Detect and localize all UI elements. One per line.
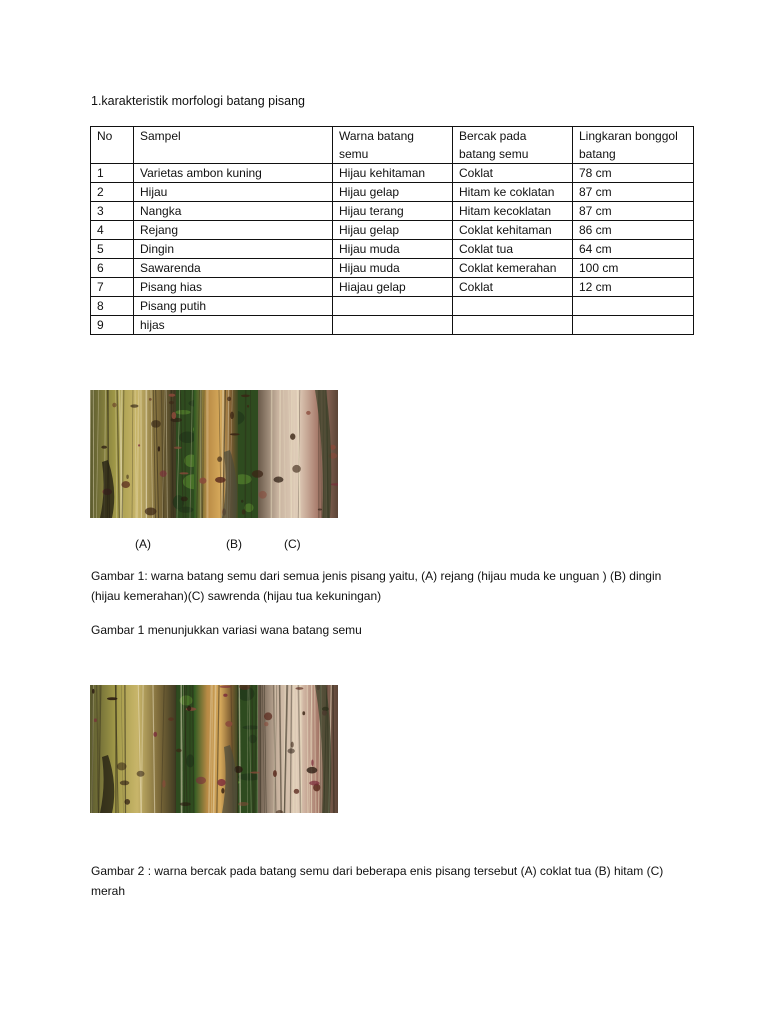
cell-bercak: Coklat	[453, 278, 573, 297]
cell-no: 1	[91, 164, 134, 183]
cell-lingkaran: 87 cm	[573, 183, 694, 202]
cell-lingkaran: 87 cm	[573, 202, 694, 221]
cell-sampel: Nangka	[134, 202, 333, 221]
cell-bercak: Coklat tua	[453, 240, 573, 259]
cell-lingkaran: 86 cm	[573, 221, 694, 240]
cell-warna: Hijau kehitaman	[333, 164, 453, 183]
cell-bercak: Hitam ke coklatan	[453, 183, 573, 202]
cell-warna: Hijau terang	[333, 202, 453, 221]
cell-warna: Hijau muda	[333, 259, 453, 278]
cell-warna	[333, 297, 453, 316]
header-sampel: Sampel	[134, 127, 333, 164]
morphology-table	[90, 126, 694, 335]
table-header-row	[91, 127, 694, 164]
table-row	[91, 240, 694, 259]
table-row	[91, 297, 694, 316]
cell-bercak	[453, 316, 573, 335]
cell-lingkaran: 12 cm	[573, 278, 694, 297]
table-row	[91, 183, 694, 202]
cell-bercak: Hitam kecoklatan	[453, 202, 573, 221]
cell-no: 5	[91, 240, 134, 259]
cell-lingkaran: 78 cm	[573, 164, 694, 183]
cell-no: 8	[91, 297, 134, 316]
cell-sampel: Varietas ambon kuning	[134, 164, 333, 183]
cell-no: 7	[91, 278, 134, 297]
cell-warna: Hiajau gelap	[333, 278, 453, 297]
cell-sampel: Sawarenda	[134, 259, 333, 278]
cell-sampel: Pisang hias	[134, 278, 333, 297]
cell-lingkaran: 64 cm	[573, 240, 694, 259]
cell-no: 4	[91, 221, 134, 240]
cell-bercak: Coklat	[453, 164, 573, 183]
cell-sampel: Rejang	[134, 221, 333, 240]
header-bercak: Bercak pada batang semu	[453, 127, 573, 164]
table-row	[91, 221, 694, 240]
cell-lingkaran	[573, 316, 694, 335]
header-lingkaran: Lingkaran bonggol batang	[573, 127, 694, 164]
label-a: (A)	[135, 537, 151, 551]
cell-no: 2	[91, 183, 134, 202]
banana-stem-photo-1	[90, 390, 338, 518]
section-heading: 1.karakteristik morfologi batang pisang	[91, 94, 306, 108]
header-no: No	[91, 127, 134, 164]
table-row	[91, 164, 694, 183]
label-b: (B)	[226, 537, 242, 551]
caption-gambar-1-note: Gambar 1 menunjukkan variasi wana batang semu	[91, 623, 362, 637]
caption-gambar-2: Gambar 2 : warna bercak pada batang semu dari beberapa enis pisang tersebut (A) coklat tua (B) hitam (C) merah	[91, 864, 664, 898]
table-row	[91, 278, 694, 297]
cell-bercak: Coklat kemerahan	[453, 259, 573, 278]
cell-warna	[333, 316, 453, 335]
cell-warna: Hijau gelap	[333, 221, 453, 240]
cell-sampel: hijas	[134, 316, 333, 335]
cell-bercak: Coklat kehitaman	[453, 221, 573, 240]
table-row	[91, 259, 694, 278]
cell-no: 9	[91, 316, 134, 335]
cell-no: 6	[91, 259, 134, 278]
cell-sampel: Hijau	[134, 183, 333, 202]
label-c: (C)	[284, 537, 301, 551]
cell-warna: Hijau muda	[333, 240, 453, 259]
cell-lingkaran	[573, 297, 694, 316]
caption-gambar-1: Gambar 1: warna batang semu dari semua jenis pisang yaitu, (A) rejang (hijau muda ke unguan ) (B) dingin (hijau kemerahan)(C) sawrenda (hijau tua kekuningan)	[91, 569, 662, 603]
cell-sampel: Dingin	[134, 240, 333, 259]
header-warna: Warna batang semu	[333, 127, 453, 164]
table-row	[91, 316, 694, 335]
cell-sampel: Pisang putih	[134, 297, 333, 316]
cell-bercak	[453, 297, 573, 316]
cell-lingkaran: 100 cm	[573, 259, 694, 278]
banana-stem-photo-2	[90, 685, 338, 813]
table-row	[91, 202, 694, 221]
cell-no: 3	[91, 202, 134, 221]
cell-warna: Hijau gelap	[333, 183, 453, 202]
